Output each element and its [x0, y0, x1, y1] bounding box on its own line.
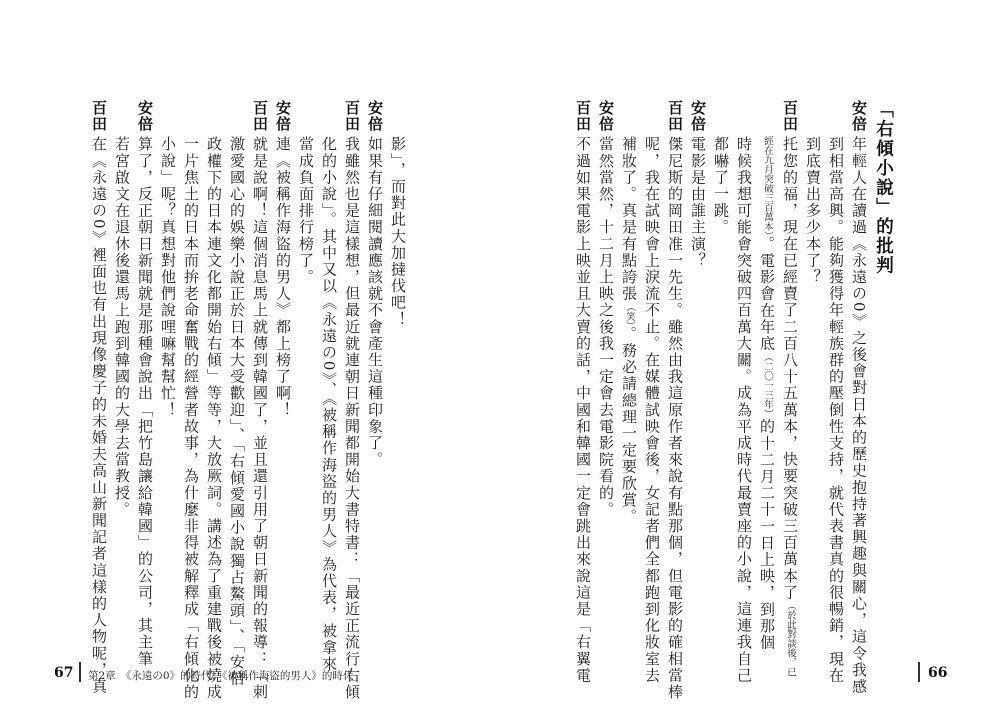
speaker-label: 安倍 — [136, 100, 154, 132]
speaker-label: 安倍 — [689, 100, 707, 132]
speaker-label: 安倍 — [850, 100, 868, 132]
section-title: 「右傾小說」的批判 — [873, 100, 894, 276]
page-number-right: 66 — [928, 665, 948, 681]
speaker-label: 百田 — [90, 100, 108, 132]
speaker-label: 安倍 — [274, 100, 292, 132]
running-header: 第2章 《永遠の0》的時代、《被稱作海盜的男人》的時代 — [88, 670, 354, 682]
text-column: 小說」呢？真想對他們說哩嘛幫幫忙！ — [159, 136, 177, 419]
speaker-label: 安倍 — [366, 100, 384, 132]
text-column: 化的小說」。其中又以《永遠の0》、《被稱作海盜的男人》為代表，被拿來 — [320, 136, 338, 673]
speaker-label: 百田 — [666, 100, 684, 132]
text-column: 我雖然也是這樣想，但最近就連朝日新聞都開始大書特書：「最近正流行右傾 — [343, 136, 361, 701]
text-column: 不過如果電影上映並且大賣的話，中國和韓國一定會跳出來說這是「右翼電 — [574, 136, 592, 684]
footer-divider-left — [79, 662, 81, 682]
text-column: 都嚇了一跳。 — [712, 136, 730, 236]
speaker-label: 百田 — [574, 100, 592, 132]
speaker-label: 安倍 — [597, 100, 615, 132]
text-column: 傑尼斯的岡田准一先生。雖然由我這原作者來說有點那個，但電影的確相當棒 — [666, 136, 684, 701]
speaker-label: 百田 — [781, 100, 799, 132]
text-column: 經在九月突破三百萬本）。電影會在年底（二〇一三年）的十二月二十一日上映，到那個 — [758, 136, 776, 651]
text-column: 激愛國心的娛樂小說正於日本大受歡迎」、「右傾愛國小說獨占鰲頭」、「安倍 — [228, 136, 246, 687]
text-column: 時候我想可能會突破四百萬大關。成為平成時代最賣座的小說，這連我自己 — [735, 136, 753, 684]
text-column: 補妝了。真是有點誇張（笑）。務必請總理一定要欣賞。 — [620, 136, 638, 525]
page-number-left: 67 — [54, 665, 74, 681]
speaker-label: 百田 — [343, 100, 361, 132]
text-column: 若宮啟文在退休後還馬上跑到韓國的大學去當教授。 — [113, 136, 131, 518]
text-column: 算了，反正朝日新聞就是那種會說出「把竹島讓給韓國」的公司，其主筆 — [136, 136, 154, 668]
text-column: 年輕人在讀過《永遠の0》之後會對日本的歷史抱持著興趣與關心，這令我感 — [850, 136, 868, 695]
text-column: 到底賣出多少本了？ — [804, 136, 822, 286]
text-column: 如果有仔細閱讀應該就不會產生這種印象了。 — [366, 136, 384, 468]
text-column: 影」，而對此大加撻伐吧！ — [389, 136, 407, 328]
text-column: 一片焦土的日本而拚老命奮戰的經營者故事，為什麼非得被解釋成「右傾化的 — [182, 136, 200, 701]
text-column: 當然當然，十二月上映之後我一定會去電影院看的。 — [597, 136, 615, 518]
text-column: 在《永遠の0》裡面也有出現像慶子的未婚夫高山新聞記者這樣的人物呢，真 — [90, 136, 108, 695]
text-column: 托您的福，現在已經賣了二百八十五萬本，快要突破三百萬本了（於此對談後，已 — [781, 136, 799, 677]
text-column: 就是說啊！這個消息馬上就傳到韓國了，並且還引用了朝日新聞的報導：「刺 — [251, 136, 269, 701]
text-column: 呢，我在試映會上淚流不止。在媒體試映會後，女記者們全都跑到化妝室去 — [643, 136, 661, 684]
text-column: 到相當高興。能夠獲得年輕族群的壓倒性支持，就代表書真的很暢銷，現在 — [827, 136, 845, 684]
text-column: 當成負面排行榜了。 — [297, 136, 315, 286]
footer-divider-right — [918, 662, 920, 682]
text-column: 政權下的日本連文化都開始右傾」等等，大放厥詞。講述為了重建戰後被燒成 — [205, 136, 223, 701]
speaker-label: 百田 — [251, 100, 269, 132]
text-column: 連《被稱作海盜的男人》都上榜了啊！ — [274, 136, 292, 419]
text-column: 電影是由誰主演？ — [689, 136, 707, 269]
